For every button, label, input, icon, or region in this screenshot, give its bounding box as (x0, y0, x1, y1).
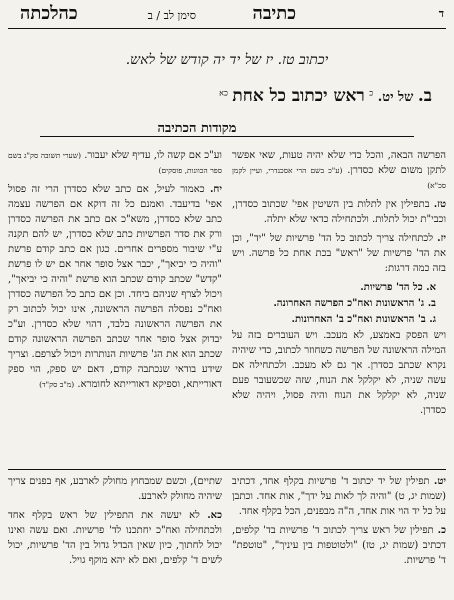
paragraph-text: וע"כ אם קשה לו, עדיף שלא יעבור. (84, 150, 222, 161)
header-rule (8, 28, 446, 29)
section-note: כ (369, 88, 374, 98)
bottom-left-column (8, 474, 222, 572)
left-column (8, 148, 222, 396)
paragraph (232, 231, 446, 276)
subtitle: מקודות הכתיבה (157, 121, 237, 136)
siman-reference: סימן לב / ב (147, 9, 196, 22)
paragraph-number: יח. (209, 184, 222, 195)
paragraph-source: (מ"ב סק"ד) (39, 380, 75, 389)
section-b-heading (219, 86, 432, 106)
paragraph (232, 523, 446, 568)
paragraph-text: הפרשה הבאה, והכל כדי שלא יהיה טעות, שאי אפשר לתקן משום שלא כסדרן. (232, 150, 446, 176)
ktav-line: יכתוב טז. יז של יד יה קודש של לאש. (125, 52, 329, 68)
paragraph-text: תפילין של ראש צריך לכתוב ד' פרשיות בד' קלפים, דכתיב (שמות יג, טז) "ולטוטפות בין עיניך", "טוטפת" ד' פרשיות. (232, 525, 446, 566)
paragraph: ויש הפסק באמצע, לא מעכב. ויש העוברים בזה על המילה הראשונה של הפרשה כשחוזר לכתוב, כדי שיהיה נקרא שכתב כסדרן. אך גם לא מעכב. ולכתחילה אם עשה שניה, לא יקלקל את הנוח, שזה שכשעובר פעם שניה, לא יקלקל את הנוח והיה פסול, ויהיה שלא כסדרן. (232, 330, 446, 416)
paragraph: שתיים), וכשם שמבחוץ מחולק לארבע, אף בפנים צריך שיהיה מחולק לארבע. (8, 476, 222, 502)
paragraph-text: לכתחילה צריך לכתוב כל הד' פרשיות של "יד", וכן את הד' פרשיות של "ראש" בכת אחת כל פרשה. ויש בזה כמה דרגות: (232, 233, 446, 274)
section-sup: כא (219, 88, 228, 98)
paragraph-text: תפילין של יד יכתוב ד' פרשיות בקלף אחד, דכתיב (שמות יג, ט) "והיה לך לאות על ידך", אות אחד. וכתבן על כל יד הוי אות אחד, ה"ה מבפנים, הכל בקלף אחד. (232, 476, 446, 517)
paragraph (8, 148, 222, 178)
paragraph-text: כאמור לעיל, אם כתב שלא כסדרן הרי זה פסול אפי' בדיעבד. ואמנם כל זה דוקא אם הפרשה עצמה כתב שלא כסדרן, משא"כ אם כתב את הפרשה כסדרן ורק את סדר הפרשיות כתב שלא כסדרן, יש להם תקנה ע"י שיבור מספרים אחרים. כגון אם כתב קודם פרשת "והיה כי יביאך", יכבר אצל סופר אחר אם יש לו פרשת "קדש" שכתב קודם שכתב הוא פרשת "והיה כי יביאך", ויכול לצרף שניהם ביחד. וכן אם כתב כל הפרשה כסדרן ואח"כ נפסלה הפרשה הראשונה, אינו יכול לכתוב רק את הפרשה הראשונה בלבד, דהוי שלא כסדרן. וע"כ יבדוק אצל סופר אחר שכתב הפרשה הראשונה קודם שכתב הוא את הג' פרשיות הנותרות ויכול לצרפם. וצריך שידע בודאי שנכתבה קודם, דאם יש ספק, הוי ספק דאורייתא, וספיקא דאורייתא לחומרא. (8, 184, 222, 390)
list-item: ב. ג' הראשונות ואח"כ הפרשה האחרונה. (273, 298, 436, 309)
page-header (8, 3, 446, 27)
running-title-left: כהלכתה (20, 3, 78, 24)
page-letter: ד (438, 7, 444, 20)
section-letter: ב. (417, 86, 432, 106)
paragraph (232, 148, 446, 193)
section-divider (8, 469, 446, 470)
paragraph (8, 508, 222, 568)
paragraph-number: יט. (433, 476, 446, 487)
paragraph (8, 182, 222, 392)
right-column (232, 148, 446, 422)
running-title-right: כתיבה (252, 3, 296, 24)
paragraph-source: (שערי תשובה סק"ג בשם ספר הכוונות, פוסקים) (8, 151, 222, 175)
paragraph (232, 474, 446, 519)
paragraph-source: (ע"כ בשם הרי אסכנדרי, ועיין לקמן סכ"א) (232, 166, 446, 190)
paragraph (232, 197, 446, 227)
paragraph-number: יז. (437, 233, 446, 244)
list-item: א. כל הד' פרשיות. (360, 282, 436, 293)
bottom-right-column (232, 474, 446, 572)
paragraph-number: טז. (433, 199, 446, 210)
paragraph-number: כא. (207, 510, 222, 521)
paragraph-text: לא יעשה את התפילין של ראש בקלף אחד ולכתחילה ואח"כ יחתכנו לד' פרשיות. ואם עשה ואינו יכול לחתוך, כיון שאין הבדל גדול בין הד' פרשיות, יכול לשים ד' קלפים, ואם לא יהא מוקף גויל. (8, 510, 222, 566)
section-title: ראש יכתוב כל אחת (232, 86, 365, 106)
subtitle-rule (40, 136, 414, 137)
paragraph-text: בתפילין אין לתלות בין השיטין אפי' שכתוב כסדרן, וכבי"ת יכול לתלות. ולכתחילה כדאי שלא יתלה. (232, 199, 446, 225)
paragraph-number: כ. (437, 525, 446, 536)
section-prefix: של יט. (377, 90, 414, 105)
list-item: ג. ב' הראשונות ואח"כ ב' האחרונות. (291, 314, 436, 325)
